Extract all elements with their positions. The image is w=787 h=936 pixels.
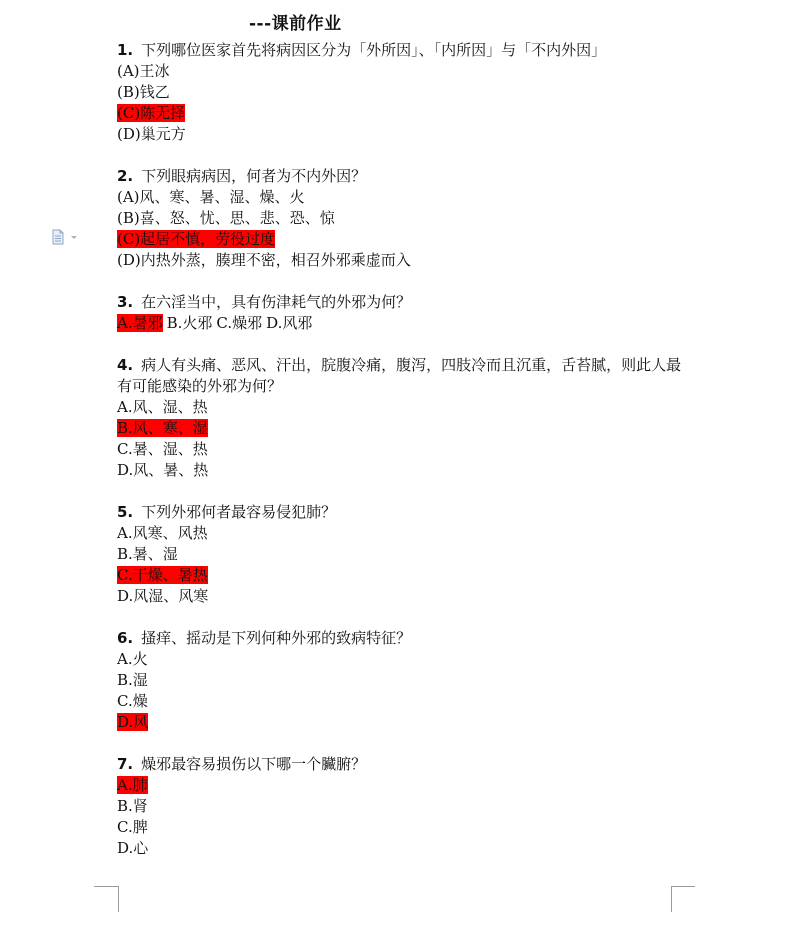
option-line <box>117 586 687 607</box>
answer-option-highlighted: A.肺 <box>117 776 148 794</box>
answer-option: C.燥邪 <box>216 314 263 332</box>
answer-option: B.湿 <box>117 671 148 689</box>
answer-option: C.脾 <box>117 818 148 836</box>
answer-option: (D)内热外蒸，腠理不密，相召外邪乘虚而入 <box>117 251 411 269</box>
question-text-line <box>117 166 687 187</box>
option-line <box>117 565 687 586</box>
answer-option: C.燥 <box>117 692 148 710</box>
answer-option-highlighted: B.风、寒、湿 <box>117 419 208 437</box>
answer-option: (B)钱乙 <box>117 83 170 101</box>
question-text-line <box>117 40 687 61</box>
option-line <box>117 208 687 229</box>
option-line <box>117 838 687 859</box>
answer-option: D.心 <box>117 839 149 857</box>
answer-option: C.暑、湿、热 <box>117 440 208 458</box>
option-line <box>117 439 687 460</box>
answer-option: D.风邪 <box>266 314 313 332</box>
answer-option: D.风、暑、热 <box>117 461 209 479</box>
option-line <box>117 796 687 817</box>
question-text-line <box>117 292 687 313</box>
answer-option: A.风、湿、热 <box>117 398 208 416</box>
answer-option-highlighted: C.干燥、暑热 <box>117 566 208 584</box>
option-line <box>117 103 687 124</box>
option-line <box>117 460 687 481</box>
answer-option: (A)风、寒、暑、湿、燥、火 <box>117 188 305 206</box>
option-line <box>117 124 687 145</box>
question-text: 搔痒、摇动是下列何种外邪的致病特征？ <box>141 629 412 647</box>
option-line <box>117 250 687 271</box>
answer-option: B.火邪 <box>166 314 213 332</box>
question-list <box>117 40 687 880</box>
question-text-line <box>117 754 687 775</box>
option-line <box>117 82 687 103</box>
question-block <box>117 355 687 481</box>
question-text-line <box>117 502 687 523</box>
option-line <box>117 691 687 712</box>
question-number: 2. <box>117 167 134 185</box>
question-text: 下列外邪何者最容易侵犯肺？ <box>141 503 337 521</box>
answer-option-highlighted: (C)陈无择 <box>117 104 186 122</box>
option-line <box>117 817 687 838</box>
option-line <box>117 418 687 439</box>
option-line <box>117 187 687 208</box>
answer-option: (A)王冰 <box>117 62 170 80</box>
option-line <box>117 775 687 796</box>
question-number: 1. <box>117 41 134 59</box>
question-text: 病人有头痛、恶风、汗出，脘腹冷痛，腹泻，四肢冷而且沉重，舌苔腻，则此人最有可能感染的外邪为何？ <box>117 356 682 395</box>
question-text-line <box>117 355 687 397</box>
answer-option: B.肾 <box>117 797 148 815</box>
option-line <box>117 649 687 670</box>
question-number: 7. <box>117 755 134 773</box>
option-line-inline <box>117 313 687 334</box>
question-block <box>117 502 687 607</box>
question-text: 下列哪位医家首先将病因区分为「外所因」、「内所因」与「不内外因」 <box>141 41 607 59</box>
question-block <box>117 754 687 859</box>
answer-option: B.暑、湿 <box>117 545 178 563</box>
question-block <box>117 628 687 733</box>
option-line <box>117 670 687 691</box>
question-number: 4. <box>117 356 134 374</box>
answer-option: A.火 <box>117 650 148 668</box>
document-title: ---课前作业 <box>249 14 342 34</box>
question-block <box>117 40 687 145</box>
answer-option: (B)喜、怒、忧、思、悲、恐、惊 <box>117 209 335 227</box>
answer-option-highlighted: (C)起居不慎，劳役过度 <box>117 230 276 248</box>
option-line <box>117 61 687 82</box>
option-line <box>117 229 687 250</box>
question-number: 6. <box>117 629 134 647</box>
answer-option: A.风寒、风热 <box>117 524 208 542</box>
option-line <box>117 544 687 565</box>
answer-option-highlighted: D.风 <box>117 713 149 731</box>
question-number: 3. <box>117 293 134 311</box>
answer-option: (D)巢元方 <box>117 125 186 143</box>
question-text-line <box>117 628 687 649</box>
option-line <box>117 523 687 544</box>
option-line <box>117 397 687 418</box>
question-text: 在六淫当中，具有伤津耗气的外邪为何？ <box>141 293 412 311</box>
document-icon[interactable] <box>51 229 81 245</box>
question-text: 燥邪最容易损伤以下哪一个臟腑？ <box>141 755 367 773</box>
question-block <box>117 292 687 334</box>
answer-option-highlighted: A.暑邪 <box>117 314 163 332</box>
question-text: 下列眼病病因，何者为不内外因？ <box>141 167 367 185</box>
answer-option: D.风湿、风寒 <box>117 587 209 605</box>
option-line <box>117 712 687 733</box>
question-number: 5. <box>117 503 134 521</box>
question-block <box>117 166 687 271</box>
